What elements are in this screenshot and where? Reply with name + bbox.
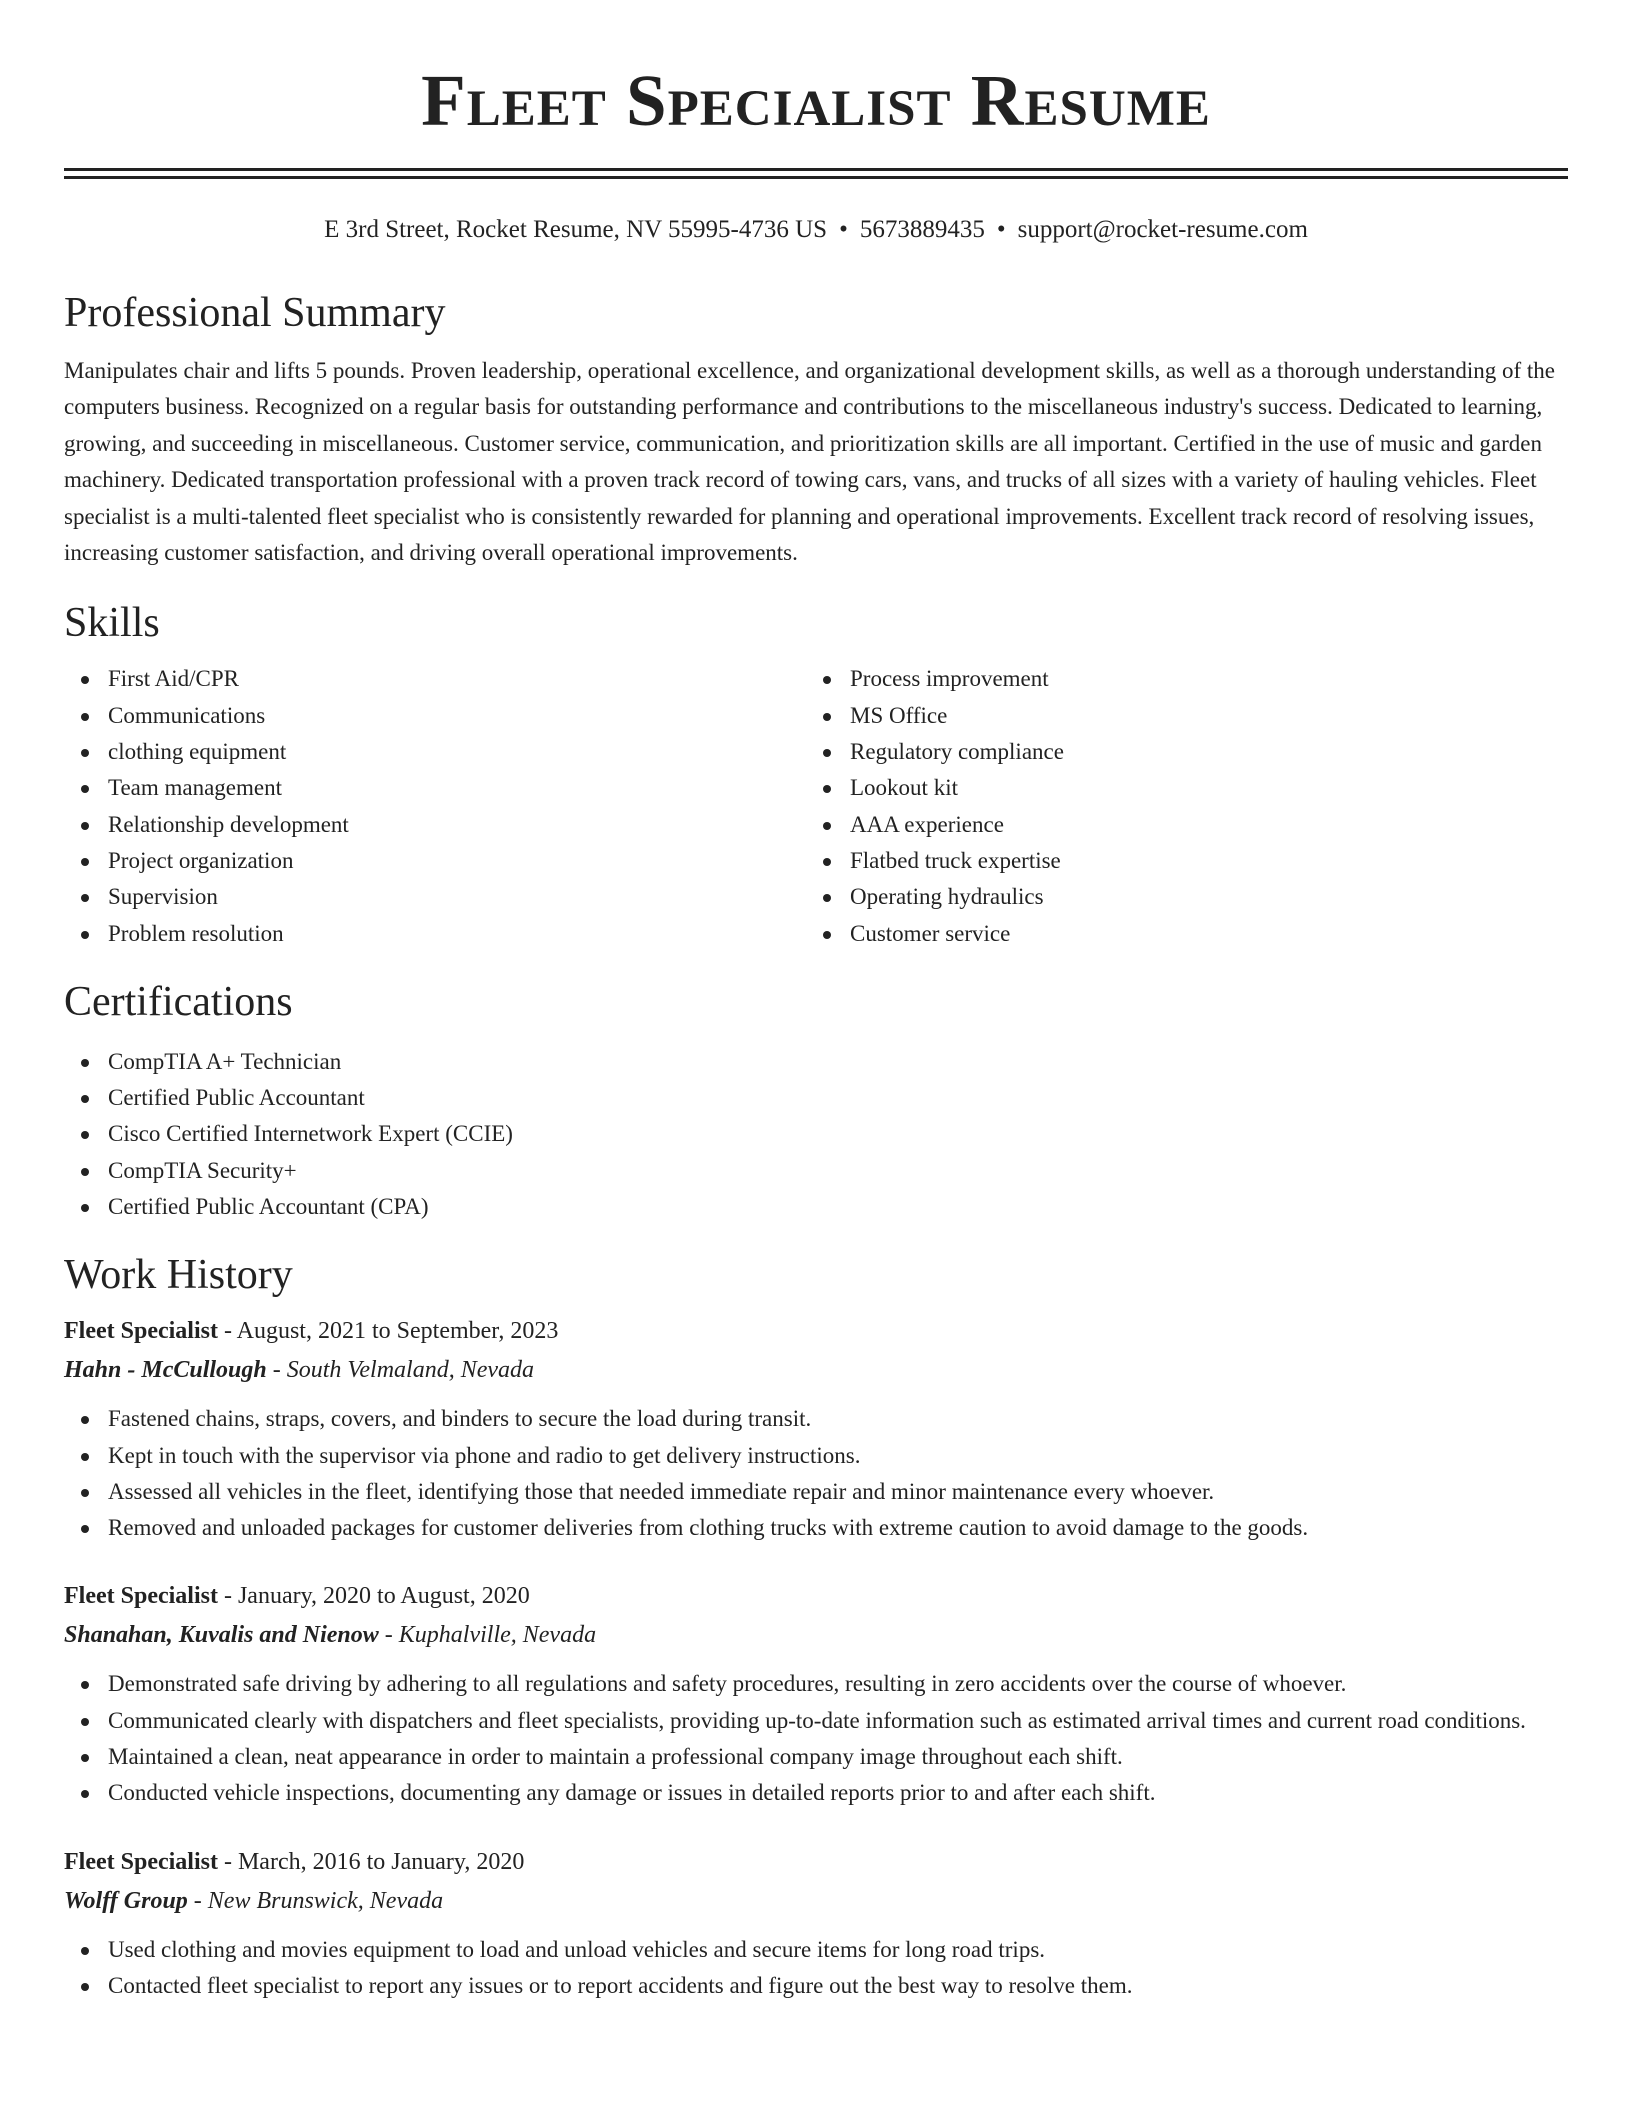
skill-item: Problem resolution: [64, 916, 806, 952]
job-location: - South Velmaland, Nevada: [266, 1357, 535, 1384]
skill-item: Customer service: [806, 916, 1548, 952]
job-dates: - August, 2021 to September, 2023: [217, 1318, 559, 1345]
job-duty: Kept in touch with the supervisor via phone and radio to get delivery instructions.: [64, 1438, 1568, 1474]
resume-title: Fleet Specialist Resume: [421, 60, 1211, 141]
work-history-heading: Work History: [64, 1252, 293, 1299]
certification-item: Certified Public Accountant (CPA): [64, 1189, 1568, 1225]
skills-heading: Skills: [64, 600, 160, 647]
skills-list-right: [806, 661, 1548, 951]
skill-item: Flatbed truck expertise: [806, 843, 1548, 879]
job-duty: Used clothing and movies equipment to load and unload vehicles and secure items for long road trips.: [64, 1932, 1568, 1968]
skill-item: MS Office: [806, 698, 1548, 734]
job-title-line: [64, 1842, 1568, 1882]
job-company-line: [64, 1616, 1568, 1654]
job-dates: - March, 2016 to January, 2020: [217, 1848, 525, 1875]
skill-item: clothing equipment: [64, 734, 806, 770]
job-title-line: [64, 1311, 1568, 1351]
contact-line: [64, 213, 1568, 247]
skill-item: Communications: [64, 698, 806, 734]
job-duty: Removed and unloaded packages for customer deliveries from clothing trucks with extreme caution to avoid damage to the goods.: [64, 1510, 1568, 1546]
skill-item: Team management: [64, 770, 806, 806]
skill-item: Lookout kit: [806, 770, 1548, 806]
job-company: Shanahan, Kuvalis and Nienow: [64, 1622, 379, 1649]
resume-page: [64, 0, 1568, 2004]
job-duty: Demonstrated safe driving by adhering to all regulations and safety procedures, resulting in zero accidents over the course of whoever.: [64, 1666, 1568, 1702]
job-title-line: [64, 1576, 1568, 1616]
contact-address: E 3rd Street, Rocket Resume, NV 55995-4736 US: [324, 216, 828, 243]
job-duties: [64, 1666, 1568, 1811]
job-company-line: [64, 1351, 1568, 1389]
certification-item: CompTIA Security+: [64, 1153, 1568, 1189]
job-duty: Assessed all vehicles in the fleet, identifying those that needed immediate repair and minor maintenance every whoever.: [64, 1474, 1568, 1510]
title-rule-bottom: [64, 176, 1568, 179]
job-duty: Maintained a clean, neat appearance in order to maintain a professional company image throughout each shift.: [64, 1739, 1568, 1775]
job-duty: Contacted fleet specialist to report any issues or to report accidents and figure out the best way to resolve them.: [64, 1968, 1568, 2004]
skill-item: First Aid/CPR: [64, 661, 806, 697]
contact-separator: •: [996, 216, 1006, 243]
job-title: Fleet Specialist: [64, 1583, 218, 1610]
contact-email: support@rocket-resume.com: [1017, 216, 1308, 243]
job-entry: [64, 1311, 1568, 1546]
skill-item: Supervision: [64, 879, 806, 915]
job-duty: Conducted vehicle inspections, documenting any damage or issues in detailed reports prior to and after each shift.: [64, 1775, 1568, 1811]
certification-item: Cisco Certified Internetwork Expert (CCIE): [64, 1116, 1568, 1152]
certification-item: CompTIA A+ Technician: [64, 1044, 1568, 1080]
job-duty: Communicated clearly with dispatchers and fleet specialists, providing up-to-date information such as estimated arrival times and current road conditions.: [64, 1703, 1568, 1739]
job-entry: [64, 1576, 1568, 1811]
job-duties: [64, 1932, 1568, 2005]
certifications-heading: Certifications: [64, 978, 293, 1025]
skill-item: Relationship development: [64, 807, 806, 843]
skill-item: Operating hydraulics: [806, 879, 1548, 915]
skills-columns: [64, 661, 1568, 951]
job-title: Fleet Specialist: [64, 1848, 218, 1875]
contact-separator: •: [839, 216, 848, 243]
contact-phone: 5673889435: [859, 216, 985, 243]
summary-text: Manipulates chair and lifts 5 pounds. Proven leadership, operational excellence, and organizational development skills, as well as a thorough understanding of the computers business. Recognized on a regular basis for outstanding performance and contributions to the miscellaneous industry's success. Dedicated to learning, growing, and succeeding in miscellaneous. Customer service, communication, and prioritization skills are all important. Certified in the use of music and garden machinery. Dedicated transportation professional with a proven track record of towing cars, vans, and trucks of all sizes with a variety of hauling vehicles. Fleet specialist is a multi-talented fleet specialist who is consistently rewarded for planning and operational improvements. Excellent track record of resolving issues, increasing customer satisfaction, and driving overall operational improvements.: [64, 358, 1555, 566]
job-location: - Kuphalville, Nevada: [378, 1622, 597, 1649]
job-duties: [64, 1401, 1568, 1546]
skill-item: AAA experience: [806, 807, 1548, 843]
skill-item: Project organization: [64, 843, 806, 879]
skill-item: Regulatory compliance: [806, 734, 1548, 770]
certifications-list: [64, 1044, 1568, 1225]
job-duty: Fastened chains, straps, covers, and binders to secure the load during transit.: [64, 1401, 1568, 1437]
summary-heading: Professional Summary: [64, 290, 446, 336]
job-dates: - January, 2020 to August, 2020: [217, 1583, 530, 1610]
job-entry: [64, 1842, 1568, 2005]
skills-list-left: [64, 661, 806, 951]
job-company-line: [64, 1882, 1568, 1920]
job-location: - New Brunswick, Nevada: [187, 1887, 444, 1914]
job-company: Wolff Group: [64, 1887, 188, 1914]
skill-item: Process improvement: [806, 661, 1548, 697]
job-title: Fleet Specialist: [64, 1318, 218, 1345]
certification-item: Certified Public Accountant: [64, 1080, 1568, 1116]
job-company: Hahn - McCullough: [64, 1357, 267, 1384]
